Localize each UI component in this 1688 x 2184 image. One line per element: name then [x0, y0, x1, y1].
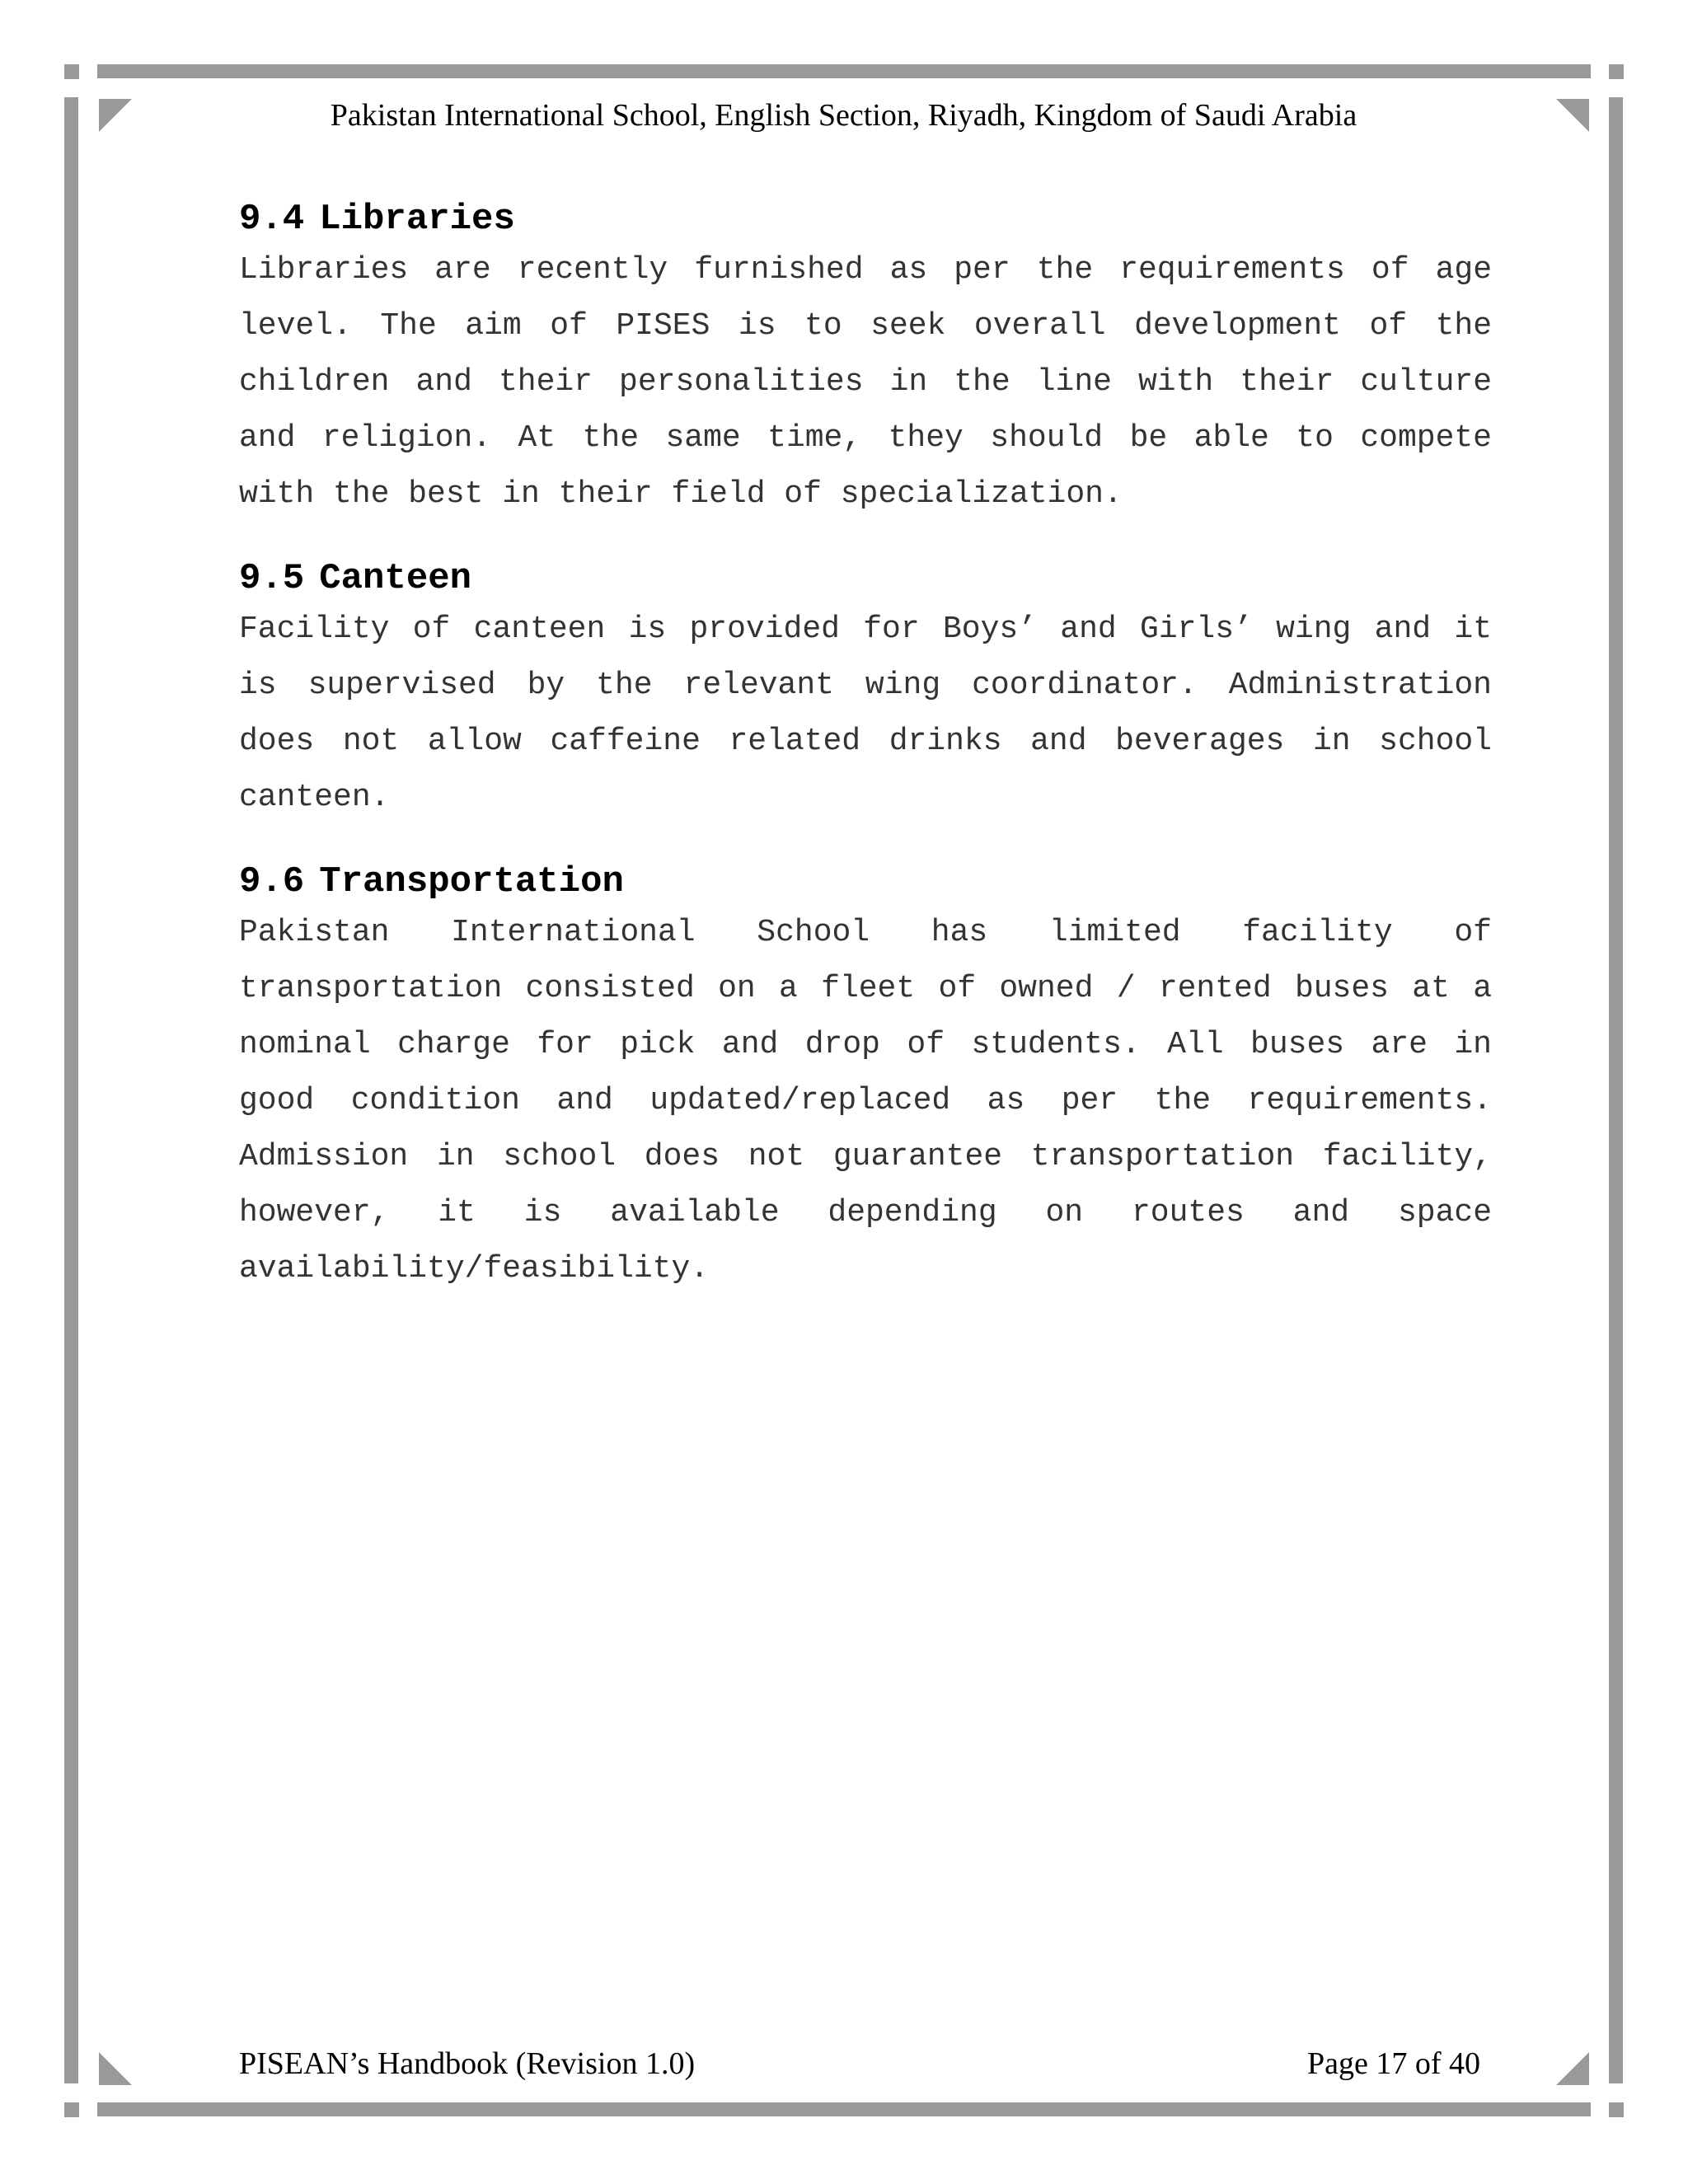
section-title: Transportation: [319, 861, 624, 902]
section-heading: [239, 196, 1492, 242]
border-corner-square-bottom-right: [1609, 2102, 1624, 2117]
section-number: 9.5: [239, 558, 305, 599]
section-transportation: [239, 859, 1492, 1297]
section-title: Libraries: [319, 199, 515, 240]
border-corner-square-bottom-left: [64, 2102, 79, 2117]
page-border-bottom: [97, 2102, 1591, 2116]
page-border-left: [64, 97, 78, 2083]
section-paragraph: Pakistan International School has limited facility of transportation consisted on a fleet of owned / rented buses at a nominal charge for pick and drop of students. All buses are in good condition and updated/replaced as per the requirements. Admission in school does not guarantee transportation facility, however, it is available depending on routes and space availability/feasibility.: [239, 915, 1492, 1286]
section-heading: [239, 859, 1492, 905]
section-paragraph: Facility of canteen is provided for Boys’ and Girls’ wing and it is supervised by the relevant wing coordinator. Administration does not allow caffeine related drinks and beverages in school canteen.: [239, 612, 1492, 815]
section-canteen: [239, 555, 1492, 826]
running-header: Pakistan International School, English Section, Riyadh, Kingdom of Saudi Arabia: [330, 98, 1357, 133]
border-corner-square-top-right: [1609, 64, 1624, 79]
section-number: 9.6: [239, 861, 305, 902]
footer-page-number: Page 17 of 40: [1306, 2046, 1480, 2081]
section-paragraph: Libraries are recently furnished as per the requirements of age level. The aim of PISES is to seek overall development of the children and their personalities in the line with their culture and religion. At the same time, they should be able to compete with the best in their field of specialization.: [239, 252, 1492, 512]
page-content: [239, 196, 1492, 1330]
section-libraries: [239, 196, 1492, 523]
section-title: Canteen: [319, 558, 472, 599]
section-heading: [239, 555, 1492, 602]
page-border-top: [97, 64, 1591, 78]
border-corner-square-top-left: [64, 64, 79, 79]
page-border-right: [1609, 97, 1623, 2083]
corner-triangle-bottom-right: [1556, 2052, 1589, 2085]
section-number: 9.4: [239, 199, 305, 240]
corner-triangle-bottom-left: [99, 2052, 132, 2085]
footer-handbook-title: PISEAN’s Handbook (Revision 1.0): [239, 2046, 696, 2081]
